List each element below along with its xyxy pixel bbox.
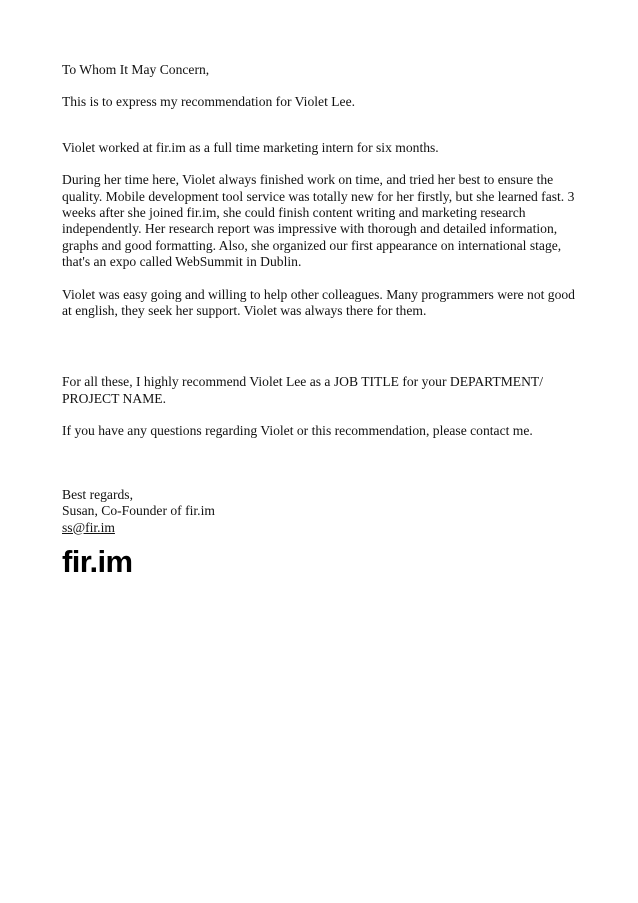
- spacer: [62, 440, 582, 487]
- email-line: [62, 520, 582, 536]
- closing-line: Best regards,: [62, 486, 133, 502]
- spacer: [62, 271, 582, 287]
- spacer: [62, 156, 582, 172]
- employment-paragraph: Violet worked at fir.im as a full time marketing intern for six months.: [62, 139, 439, 155]
- email-link[interactable]: ss@fir.im: [62, 519, 115, 535]
- spacer: [62, 407, 582, 423]
- teamwork-paragraph: Violet was easy going and willing to help other colleagues. Many programmers were not good at english, they seek her support. Violet was always there for them.: [62, 286, 575, 319]
- salutation: To Whom It May Concern,: [62, 62, 210, 77]
- letter-body: [62, 62, 582, 578]
- recommendation-paragraph: For all these, I highly recommend Violet Lee as a JOB TITLE for your DEPARTMENT/ PROJECT NAME.: [62, 374, 543, 406]
- spacer: [62, 78, 582, 94]
- signer-line: Susan, Co-Founder of fir.im: [62, 503, 215, 519]
- spacer: [62, 111, 582, 140]
- company-logo: fir.im: [62, 543, 133, 579]
- contact-paragraph: If you have any questions regarding Violet or this recommendation, please contact me.: [62, 423, 533, 439]
- spacer: [62, 319, 582, 374]
- performance-paragraph: During her time here, Violet always finished work on time, and tried her best to ensure the quality. Mobile development tool service was totally new for her firstly, but she learned fast. 3 weeks after she joined fir.im, she could finish content writing and marketing research independently. Her research report was impressive with thorough and detailed information, graphs and good formatting. Also, she organized our first appearance on international stage, that's an expo called WebSummit in Dublin.: [62, 172, 575, 270]
- intro-paragraph: This is to express my recommendation for Violet Lee.: [62, 94, 356, 110]
